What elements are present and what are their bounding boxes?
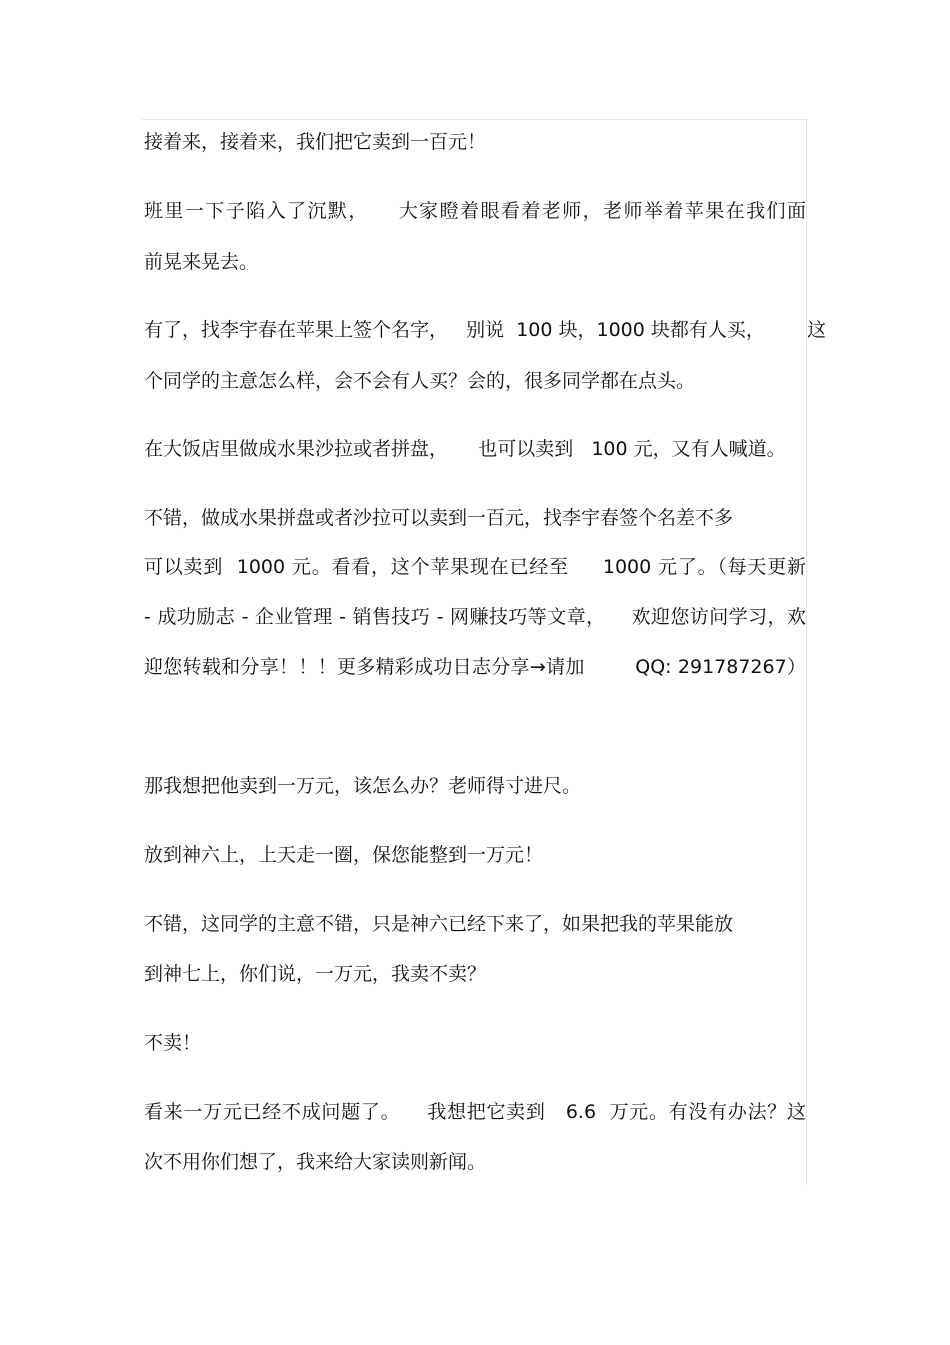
text-line: 在大饭店里做成水果沙拉或者拼盘， 也可以卖到 100 元，又有人喊道。 (144, 438, 786, 460)
text-line: 班里一下子陷入了沉默， 大家瞪着眼看着老师，老师举着苹果在我们面 (144, 200, 806, 222)
text-line: 有了，找李宇春在苹果上签个名字， 别说 100 块，1000 块都有人买， 这 (144, 319, 827, 341)
text-line: - 成功励志 - 企业管理 - 销售技巧 - 网赚技巧等文章， 欢迎您访问学习，欢 (144, 606, 806, 628)
text-line: 前晃来晃去。 (144, 251, 259, 273)
text-line: 可以卖到 1000 元。看看，这个苹果现在已经至 1000 元了。（每天更新 (144, 556, 806, 578)
text-line: 不错，做成水果拼盘或者沙拉可以卖到一百元，找李宇春签个名差不多 (144, 507, 734, 529)
text-line: 看来一万元已经不成问题了。 我想把它卖到 6.6 万元。有没有办法？这 (144, 1101, 806, 1123)
page-border (142, 119, 827, 1185)
text-line: 那我想把他卖到一万元，该怎么办？老师得寸进尺。 (144, 775, 582, 797)
text-line: 迎您转载和分享！！！更多精彩成功日志分享→请加 QQ: 291787267） (144, 656, 806, 678)
text-line: 不卖！ (144, 1032, 202, 1054)
text-line: 到神七上，你们说，一万元，我卖不卖？ (144, 963, 487, 985)
text-line: 接着来，接着来，我们把它卖到一百元！ (144, 131, 487, 153)
text-line: 放到神六上，上天走一圈，保您能整到一万元！ (144, 844, 544, 866)
text-line: 个同学的主意怎么样，会不会有人买？会的，很多同学都在点头。 (144, 370, 696, 392)
text-line: 次不用你们想了，我来给大家读则新闻。 (144, 1151, 487, 1173)
text-line: 不错，这同学的主意不错，只是神六已经下来了，如果把我的苹果能放 (144, 913, 734, 935)
